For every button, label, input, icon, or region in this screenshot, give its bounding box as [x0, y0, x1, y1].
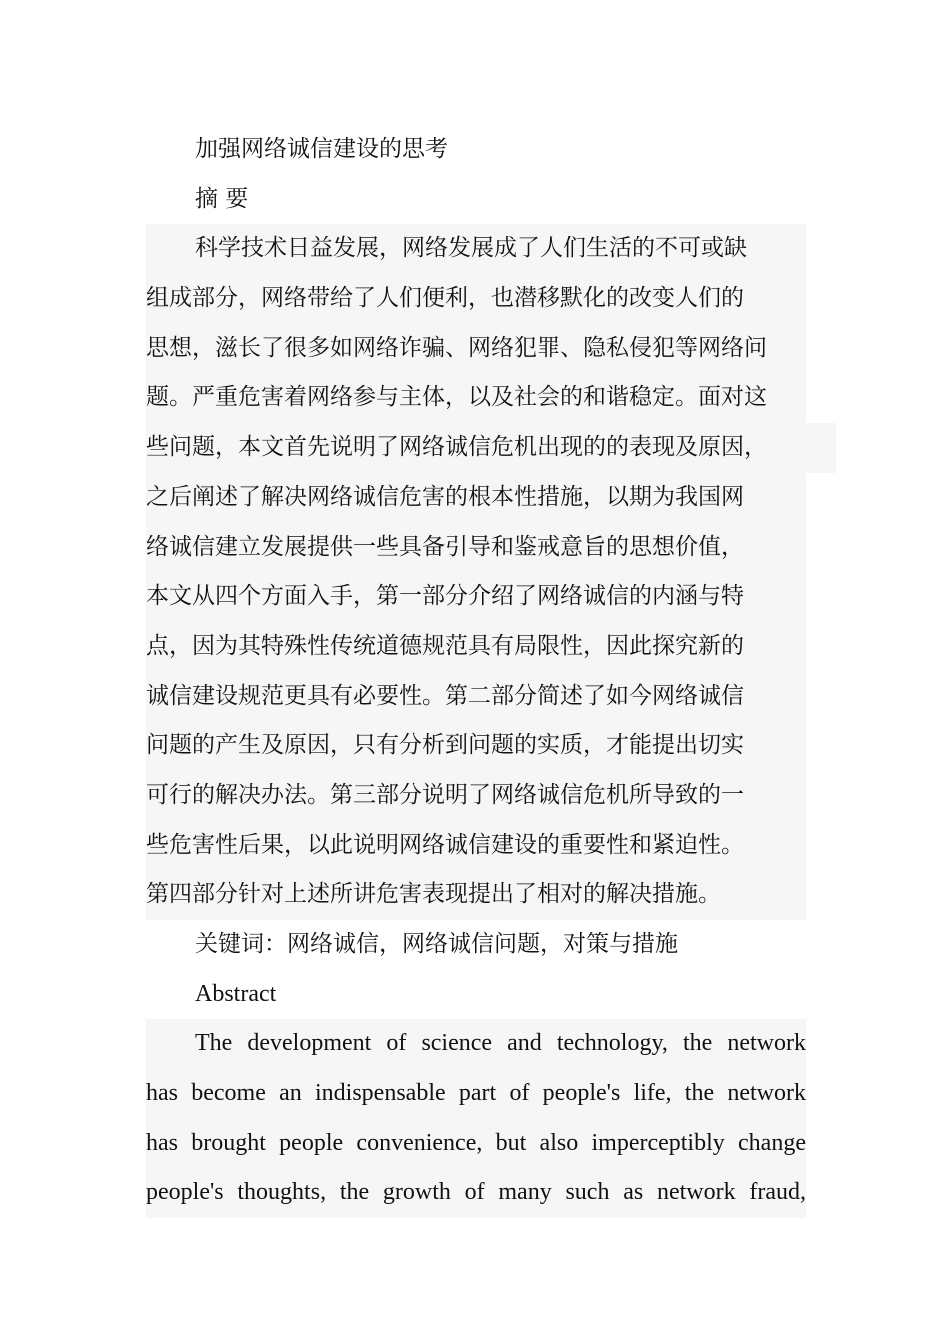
abstract-en-paragraph: [146, 1019, 806, 1218]
abstract-cn-line: 科学技术日益发展，网络发展成了人们生活的不可或缺: [146, 224, 806, 274]
document-title: 加强网络诚信建设的思考: [195, 136, 448, 162]
abstract-cn-line: 络诚信建立发展提供一些具备引导和鉴戒意旨的思想价值，: [146, 523, 806, 573]
abstract-cn-line: 诚信建设规范更具有必要性。第二部分简述了如今网络诚信: [146, 672, 806, 722]
abstract-en-line: has become an indispensable part of people's life, the network: [146, 1069, 806, 1119]
abstract-cn-paragraph: [146, 224, 806, 920]
abstract-heading-en: Abstract: [195, 980, 277, 1007]
abstract-heading-cn: 摘 要: [195, 185, 249, 212]
abstract-en-line: has brought people convenience, but also imperceptibly change: [146, 1119, 806, 1169]
abstract-cn-line: 思想，滋长了很多如网络诈骗、网络犯罪、隐私侵犯等网络问: [146, 324, 806, 374]
abstract-cn-line: 些危害性后果，以此说明网络诚信建设的重要性和紧迫性。: [146, 821, 806, 871]
abstract-en-line: people's thoughts, the growth of many such as network fraud,: [146, 1168, 806, 1218]
abstract-cn-line: 组成部分，网络带给了人们便利，也潜移默化的改变人们的: [146, 274, 806, 324]
keywords-cn: 关键词：网络诚信，网络诚信问题，对策与措施: [195, 931, 678, 957]
abstract-cn-line: 本文从四个方面入手，第一部分介绍了网络诚信的内涵与特: [146, 572, 806, 622]
abstract-cn-line: 可行的解决办法。第三部分说明了网络诚信危机所导致的一: [146, 771, 806, 821]
abstract-cn-line: 些问题，本文首先说明了网络诚信危机出现的的表现及原因，: [146, 423, 836, 473]
abstract-cn-line: 点，因为其特殊性传统道德规范具有局限性，因此探究新的: [146, 622, 806, 672]
abstract-cn-line: 问题的产生及原因，只有分析到问题的实质，才能提出切实: [146, 721, 806, 771]
abstract-cn-line: 之后阐述了解决网络诚信危害的根本性措施，以期为我国网: [146, 473, 806, 523]
abstract-cn-line: 题。严重危害着网络参与主体，以及社会的和谐稳定。面对这: [146, 373, 806, 423]
document-body: [146, 125, 806, 1218]
abstract-cn-line: 第四部分针对上述所讲危害表现提出了相对的解决措施。: [146, 870, 806, 920]
abstract-en-line: The development of science and technology, the network: [146, 1019, 806, 1069]
